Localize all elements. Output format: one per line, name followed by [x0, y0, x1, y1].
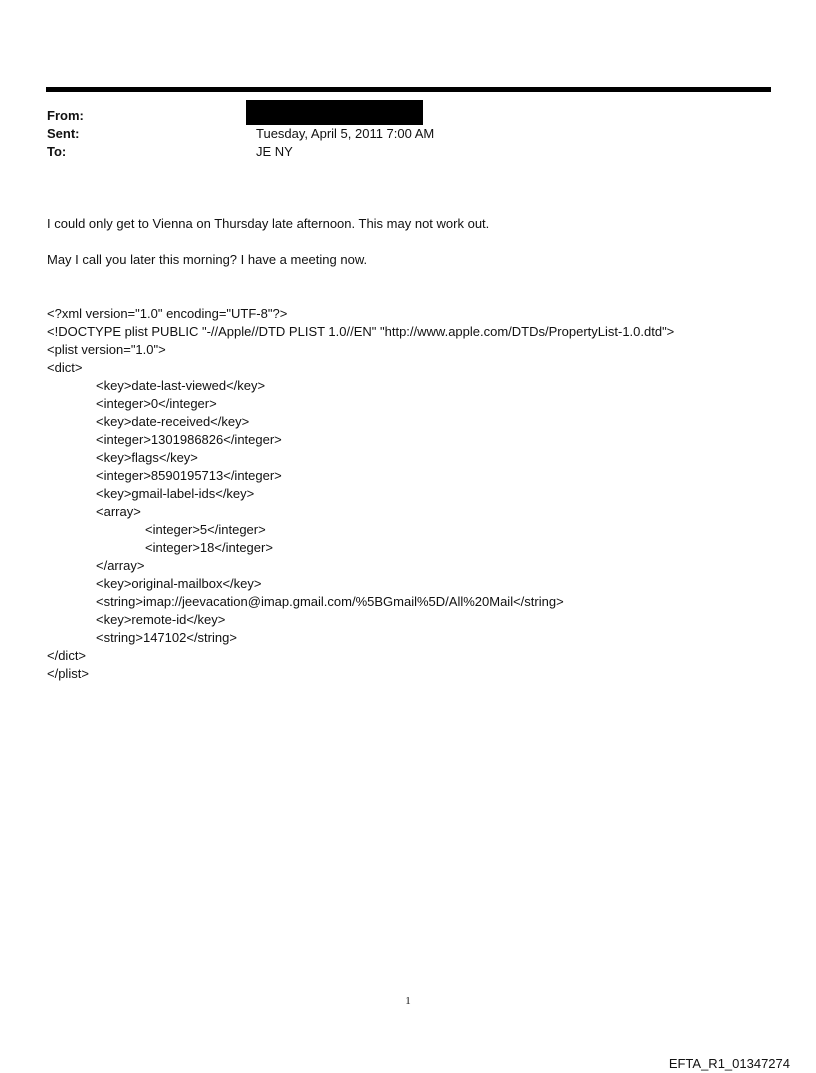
- plist-line: <integer>0</integer>: [96, 396, 217, 411]
- sent-value: Tuesday, April 5, 2011 7:00 AM: [256, 126, 435, 141]
- header-rule: [46, 87, 771, 92]
- plist-line: <string>imap://jeevacation@imap.gmail.com/%5BGmail%5D/All%20Mail</string>: [96, 594, 564, 609]
- sent-label: Sent:: [47, 126, 80, 141]
- plist-line: </dict>: [47, 648, 87, 663]
- plist-line: <string>147102</string>: [96, 630, 237, 645]
- document-id: EFTA_R1_01347274: [668, 1056, 790, 1071]
- plist-line: <key>original-mailbox</key>: [96, 576, 262, 591]
- message-paragraph: I could only get to Vienna on Thursday late afternoon. This may not work out.: [47, 216, 490, 231]
- to-label: To:: [47, 144, 67, 159]
- plist-line: <plist version="1.0">: [47, 342, 166, 357]
- plist-line: <key>date-last-viewed</key>: [96, 378, 266, 393]
- plist-line: <array>: [96, 504, 141, 519]
- plist-line: <integer>18</integer>: [145, 540, 273, 555]
- plist-line: <integer>5</integer>: [145, 522, 266, 537]
- page-number: 1: [405, 995, 411, 1007]
- to-value: JE NY: [256, 144, 293, 159]
- plist-line: <key>date-received</key>: [96, 414, 250, 429]
- plist-line: <?xml version="1.0" encoding="UTF-8"?>: [47, 306, 288, 321]
- plist-line: <key>gmail-label-ids</key>: [96, 486, 255, 501]
- message-paragraph: May I call you later this morning? I have a meeting now.: [47, 252, 368, 267]
- plist-line: <key>remote-id</key>: [96, 612, 226, 627]
- plist-line: <integer>8590195713</integer>: [96, 468, 282, 483]
- from-label: From:: [47, 108, 84, 123]
- redaction-block: [246, 100, 423, 125]
- plist-line: </array>: [96, 558, 145, 573]
- plist-line: <key>flags</key>: [96, 450, 198, 465]
- plist-line: <!DOCTYPE plist PUBLIC "-//Apple//DTD PLIST 1.0//EN" "http://www.apple.com/DTDs/PropertyList-1.0.dtd">: [47, 324, 675, 339]
- plist-line: <dict>: [47, 360, 83, 375]
- plist-line: <integer>1301986826</integer>: [96, 432, 282, 447]
- plist-line: </plist>: [47, 666, 89, 681]
